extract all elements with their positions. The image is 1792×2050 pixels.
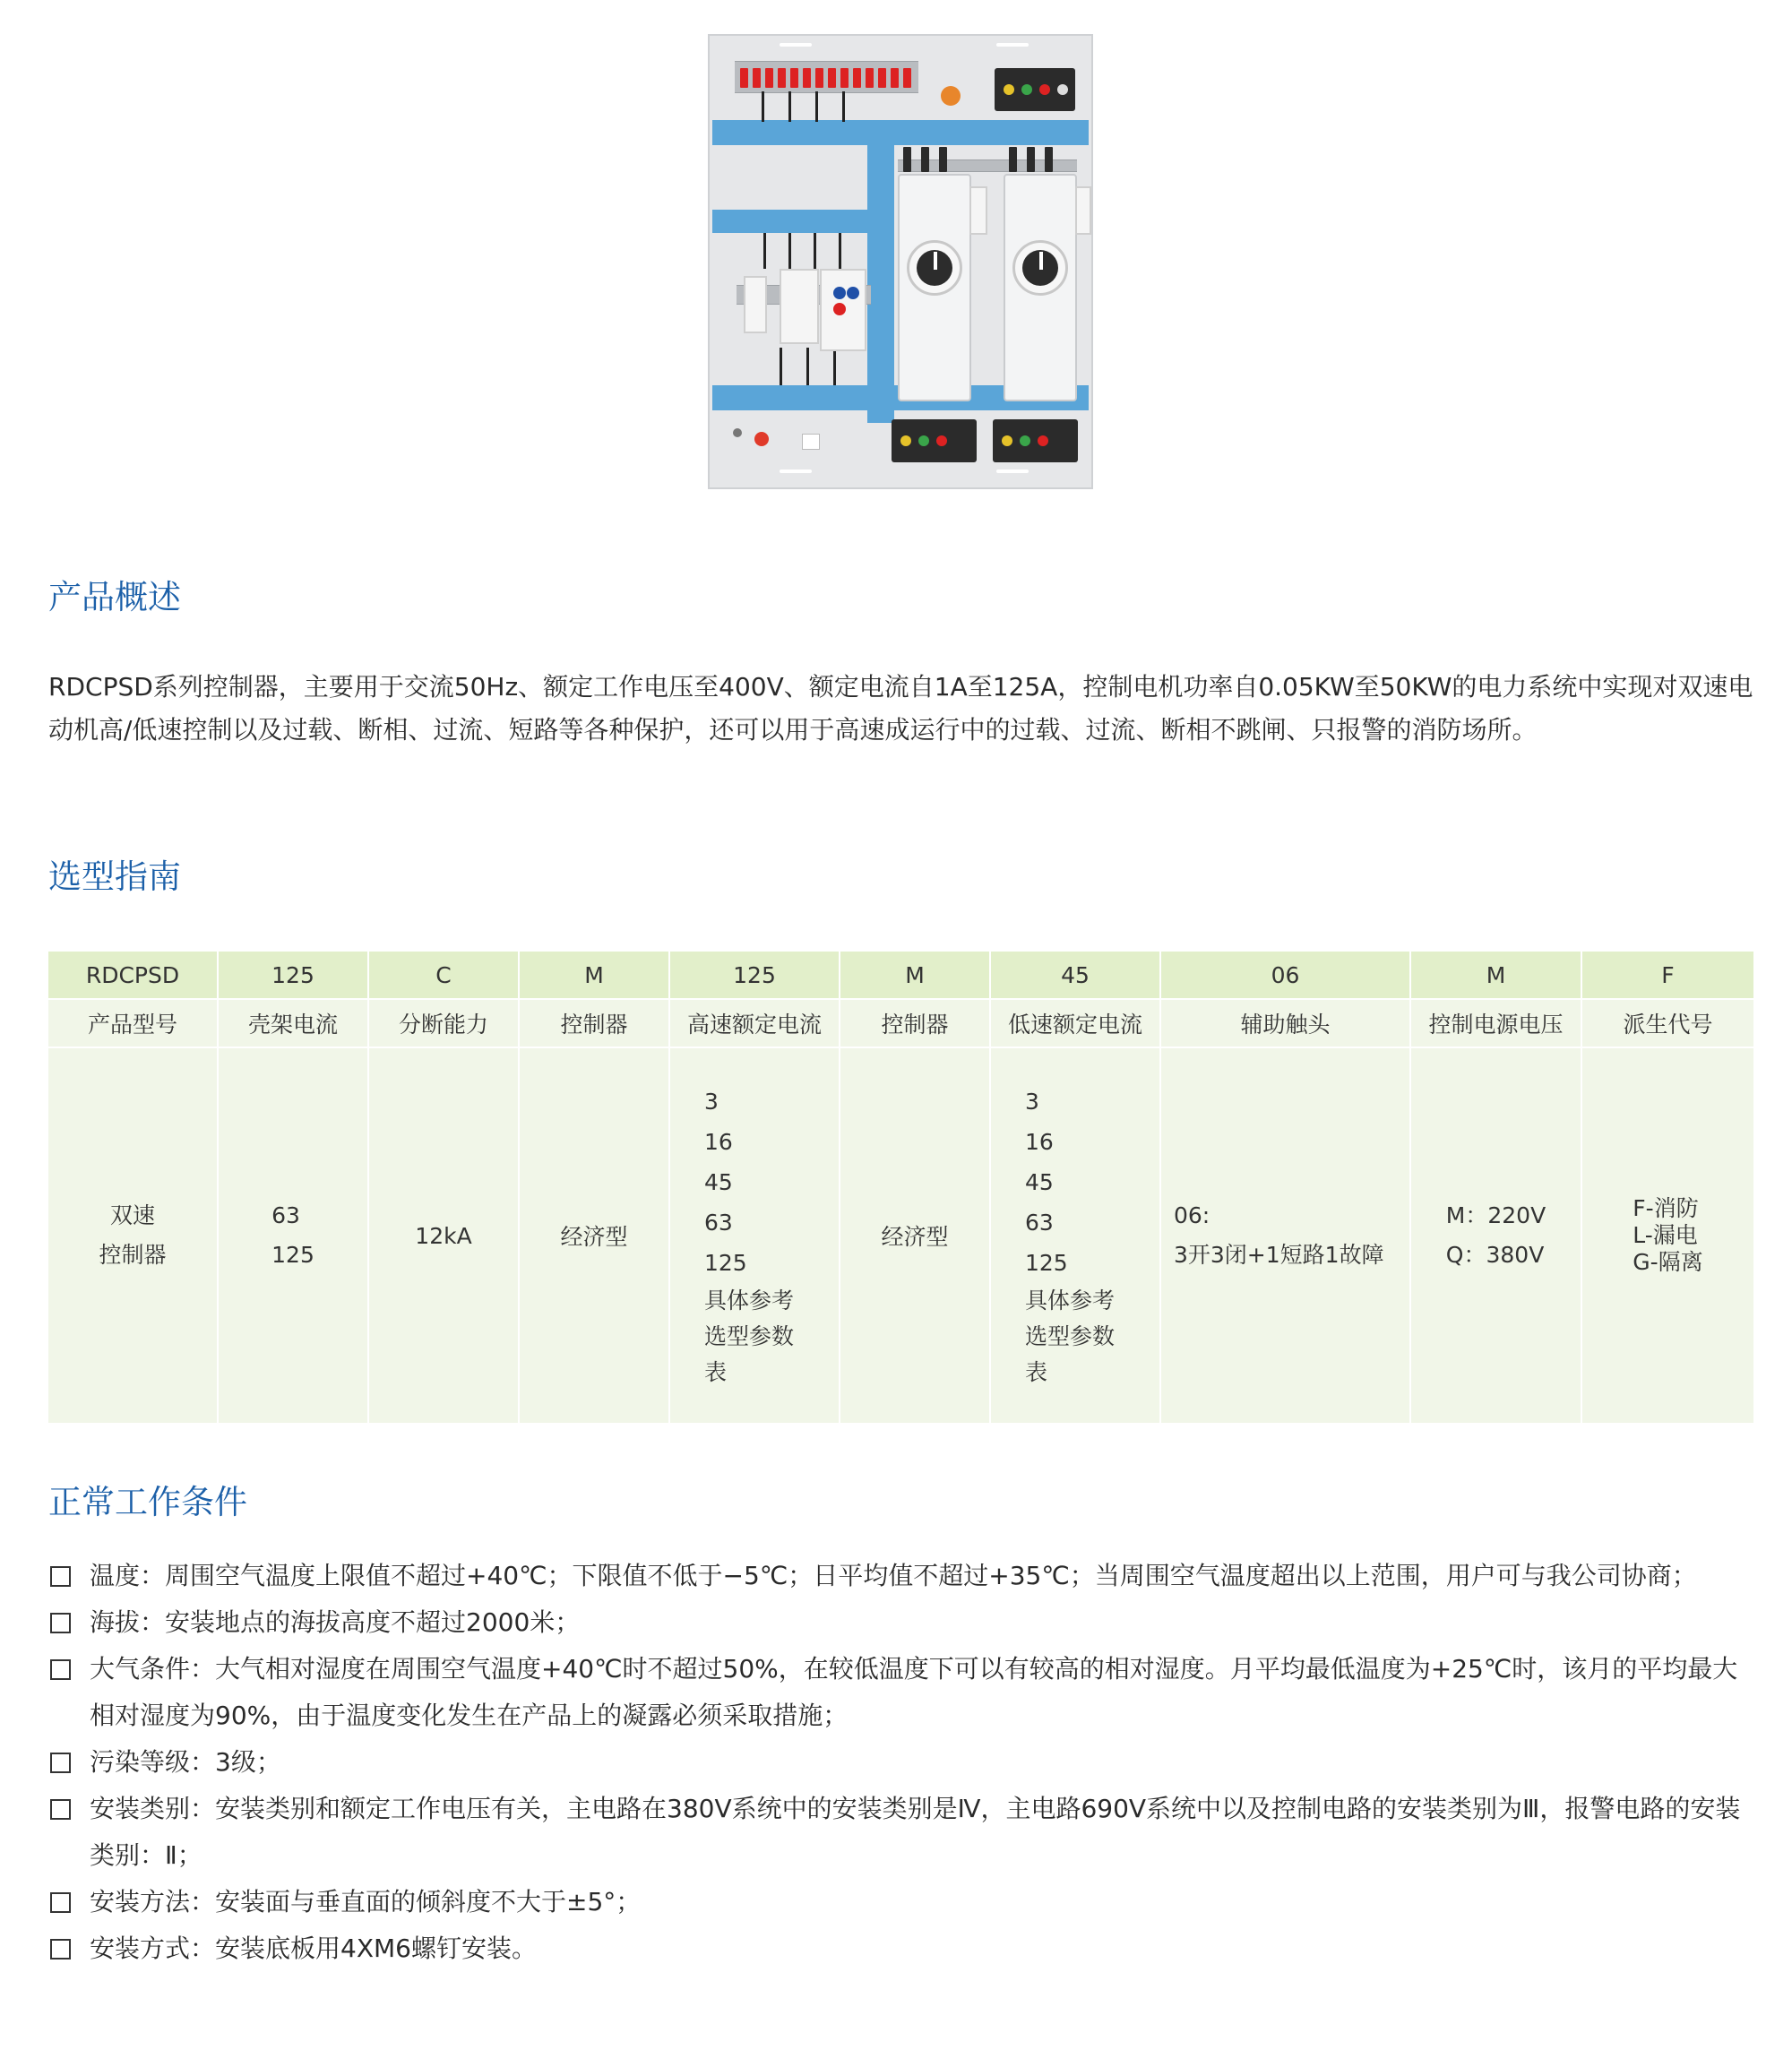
checkbox-icon (50, 1892, 71, 1913)
table-cell: 高速额定电流 (669, 999, 840, 1047)
checkbox-icon (50, 1659, 71, 1680)
table-cell: 125 (218, 952, 368, 999)
table-cell: 控制电源电压 (1410, 999, 1581, 1047)
cable-duct (712, 210, 869, 233)
selection-heading: 选型指南 (48, 857, 181, 896)
list-item: 安装方法：安装面与垂直面的倾斜度不大于±5°； (48, 1879, 1755, 1925)
cable-duct (867, 145, 894, 423)
indicator-light-icon (754, 432, 769, 446)
table-cell: 辅助触头 (1160, 999, 1410, 1047)
table-cell: 低速额定电流 (990, 999, 1160, 1047)
overview-text: RDCPSD系列控制器，主要用于交流50Hz、额定工作电压至400V、额定电流自1A至125A，控制电机功率自0.05KW至50KW的电力系统中实现对双速电动机高/低速控制以及过载、断相、过流、短路等各种保护，还可以用于高速成运行中的过载、过流、断相不跳闸、只报警的消防场所。 (48, 672, 1753, 745)
table-cell: C (368, 952, 519, 999)
list-item: 污染等级：3级； (48, 1739, 1755, 1786)
table-value-row (48, 1047, 1753, 1424)
checkbox-icon (50, 1939, 71, 1960)
table-cell: 产品型号 (48, 999, 218, 1047)
low-current-cell: 3 16 45 63 125 具体参考 选型参数 表 (990, 1047, 1160, 1424)
list-item: 海拔：安装地点的海拔高度不超过2000米； (48, 1599, 1755, 1646)
product-type-cell: 双速 控制器 (48, 1047, 218, 1424)
checkbox-icon (50, 1613, 71, 1633)
checkbox-icon (50, 1799, 71, 1820)
table-cell: 控制器 (519, 999, 669, 1047)
controller-high-cell: 经济型 (519, 1047, 669, 1424)
table-cell: 06 (1160, 952, 1410, 999)
table-cell: 控制器 (840, 999, 990, 1047)
table-cell: 壳架电流 (218, 999, 368, 1047)
conditions-heading: 正常工作条件 (48, 1483, 247, 1521)
list-item: 温度：周围空气温度上限值不超过+40℃；下限值不低于−5℃；日平均值不超过+35℃；当周围空气温度超出以上范围，用户可与我公司协商； (48, 1553, 1755, 1599)
control-voltage-cell: M：220V Q：380V (1410, 1047, 1581, 1424)
fuse-icon (941, 86, 961, 106)
table-code-row (48, 952, 1753, 999)
list-item: 安装类别：安装类别和额定工作电压有关，主电路在380V系统中的安装类别是Ⅳ，主电路690V系统中以及控制电路的安装类别为Ⅲ，报警电路的安装类别：Ⅱ； (48, 1786, 1755, 1879)
table-cell: F (1581, 952, 1753, 999)
overview-heading: 产品概述 (48, 578, 181, 616)
intermediate-relay (780, 269, 819, 344)
table-cell: M (1410, 952, 1581, 999)
product-photo (708, 34, 1093, 489)
table-cell: M (519, 952, 669, 999)
breaking-capacity-cell: 12kA (368, 1047, 519, 1424)
table-cell: M (840, 952, 990, 999)
derivative-code-cell: F-消防 L-漏电 G-隔离 (1581, 1047, 1753, 1424)
table-cell: 125 (669, 952, 840, 999)
table-cell: 45 (990, 952, 1160, 999)
frame-current-cell: 63 125 (218, 1047, 368, 1424)
checkbox-icon (50, 1566, 71, 1587)
list-item: 大气条件：大气相对湿度在周围空气温度+40℃时不超过50%，在较低温度下可以有较高的相对湿度。月平均最低温度为+25℃时，该月的平均最大相对湿度为90%，由于温度变化发生在产品上的凝露必须采取措施； (48, 1646, 1755, 1739)
high-current-cell: 3 16 45 63 125 具体参考 选型参数 表 (669, 1047, 840, 1424)
cable-duct (712, 120, 1089, 145)
controller-low-cell: 经济型 (840, 1047, 990, 1424)
table-cell: 分断能力 (368, 999, 519, 1047)
table-cell: RDCPSD (48, 952, 218, 999)
aux-contact-cell: 06: 3开3闭+1短路1故障 (1160, 1047, 1410, 1424)
list-item: 安装方式：安装底板用4XM6螺钉安装。 (48, 1925, 1755, 1972)
selection-table (48, 952, 1753, 1425)
timer-relay (744, 276, 767, 333)
table-name-row (48, 999, 1753, 1047)
table-cell: 派生代号 (1581, 999, 1753, 1047)
checkbox-icon (50, 1753, 71, 1773)
conditions-list (48, 1553, 1755, 1972)
